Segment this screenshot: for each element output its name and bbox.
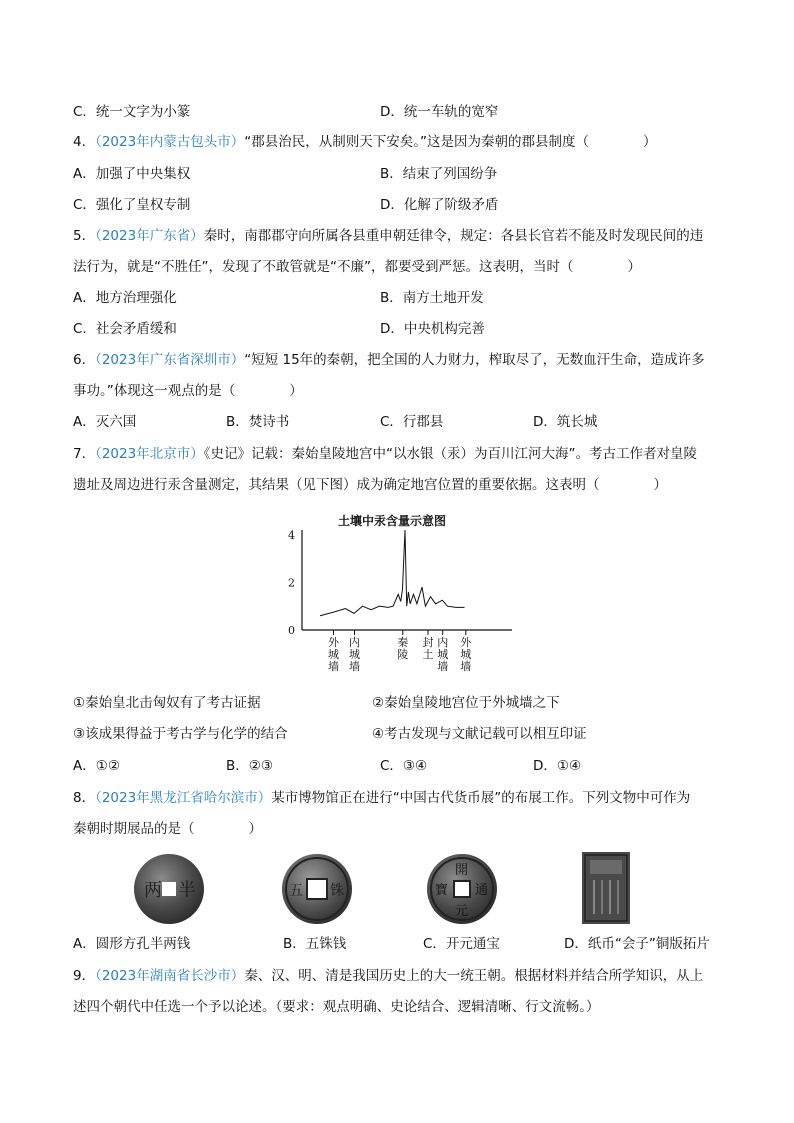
q7-number: 7． [73, 446, 96, 462]
chart-x-marker-label: 封 土 [422, 636, 434, 661]
q8-option-b: B．五铢钱 [283, 936, 347, 952]
coin-c-glyph-left: 寶 [435, 883, 449, 898]
q9-stem-line2: 述四个朝代中任选一个予以论述。（要求：观点明确、史论结合、逻辑清晰、行文流畅。） [73, 999, 600, 1015]
q8-text-1: 某市博物馆正在进行“中国古代货币展”的布展工作。下列文物中可作为 [271, 790, 691, 806]
q8-source: （2023年黑龙江省哈尔滨市） [95, 790, 272, 806]
q6-stem-line2: 事功。”体现这一观点的是（ ） [73, 383, 303, 399]
q5-stem-line2: 法行为，就是“不胜任”，发现了不敢管就是“不廉”，都要受到严惩。这表明，当时（ ） [73, 259, 641, 275]
coin-c-glyph-right: 通 [475, 883, 489, 898]
q5-option-d: D．中央机构完善 [380, 321, 485, 337]
q4-option-c: C．强化了皇权专制 [73, 197, 191, 213]
q7-statement-4: ④考古发现与文献记载可以相互印证 [372, 726, 587, 742]
q8-option-c: C．开元通宝 [423, 936, 500, 952]
chart-x-marker-label: 内 城 墙 [437, 636, 449, 673]
q7-stem-line1 [73, 444, 697, 464]
coin-b-glyph-2: 铢 [330, 883, 344, 899]
q9-source: （2023年湖南省长沙市） [95, 968, 245, 984]
q6-stem-line1 [73, 350, 705, 370]
q4-option-a: A．加强了中央集权 [73, 166, 191, 182]
q6-option-c: C．行郡县 [380, 414, 444, 430]
q8-option-d: D．纸币“会子”铜版拓片 [564, 936, 710, 952]
q7-option-c: C．③④ [380, 758, 428, 774]
q7-option-a: A．①② [73, 758, 120, 774]
coin-a-glyph-2: 半 [178, 880, 196, 901]
chart-x-marker-label: 外 城 墙 [328, 636, 339, 673]
q9-text-1: 秦、汉、明、清是我国历史上的大一统王朝。根据材料并结合所学知识，从上 [244, 968, 704, 984]
coin-b-glyph-1: 五 [289, 883, 303, 899]
q4-option-b: B．结束了列国纷争 [380, 166, 498, 182]
q7-statement-3: ③该成果得益于考古学与化学的结合 [73, 726, 288, 742]
q6-text-1: “短短 15年的秦朝，把全国的人力财力，榨取尽了，无数血汗生命，造成许多 [244, 352, 705, 368]
q4-stem [73, 132, 656, 152]
q7-text-1: 《史记》记载：秦始皇陵地宫中“以水银（汞）为百川江河大海”。考古工作者对皇陵 [203, 446, 697, 462]
chart-y-tick-label: 4 [288, 528, 295, 542]
q5-option-b: B．南方土地开发 [380, 290, 484, 306]
q4-text: “郡县治民，从制则天下安矣。”这是因为秦朝的郡县制度（ ） [244, 134, 657, 150]
coin-kaiyuan-image [425, 852, 499, 930]
q7-stem-line2: 遗址及周边进行汞含量测定，其结果（见下图）成为确定地宫位置的重要依据。这表明（ ） [73, 477, 667, 493]
q4-source: （2023年内蒙古包头市） [95, 134, 245, 150]
mercury-chart [270, 508, 520, 678]
coin-a-glyph-1: 两 [144, 880, 162, 901]
q8-number: 8． [73, 790, 96, 806]
q6-option-b: B．焚诗书 [226, 414, 290, 430]
q5-option-c: C．社会矛盾缓和 [73, 321, 177, 337]
q7-source: （2023年北京市） [95, 446, 204, 462]
q5-source: （2023年广东省） [95, 228, 204, 244]
chart-y-tick-label: 2 [288, 576, 295, 590]
coin-banliang-image [132, 852, 206, 930]
q5-stem-line1 [73, 226, 703, 246]
q8-stem-line1 [73, 788, 690, 808]
q5-option-a: A．地方治理强化 [73, 290, 177, 306]
chart-svg [270, 508, 520, 678]
chart-x-marker-label: 秦 陵 [397, 636, 409, 661]
chart-y-tick-label: 0 [288, 624, 295, 637]
q7-option-b: B．②③ [226, 758, 273, 774]
q5-text-1: 秦时，南郡郡守向所属各县重申朝廷律令，规定：各县长官若不能及时发现民间的违 [203, 228, 704, 244]
q6-option-d: D．筑长城 [533, 414, 598, 430]
chart-x-marker-label: 内 城 墙 [349, 636, 360, 673]
q6-option-a: A．灭六国 [73, 414, 137, 430]
coin-wuzhu-image [280, 852, 354, 930]
q6-number: 6． [73, 352, 96, 368]
q8-stem-line2: 秦朝时期展品的是（ ） [73, 821, 262, 837]
coin-c-glyph-bottom: 元 [455, 904, 469, 919]
q4-option-d: D．化解了阶级矛盾 [380, 197, 499, 213]
q3-option-d: D．统一车轨的宽窄 [380, 104, 499, 120]
q7-statement-2: ②秦始皇陵地宫位于外城墙之下 [372, 695, 560, 711]
q3-option-c: C．统一文字为小篆 [73, 104, 191, 120]
q8-option-a: A．圆形方孔半两钱 [73, 936, 191, 952]
q9-stem-line1 [73, 966, 703, 986]
q4-number: 4． [73, 134, 96, 150]
q6-source: （2023年广东省深圳市） [95, 352, 245, 368]
chart-series-line [320, 530, 465, 616]
chart-title: 土壤中汞含量示意图 [338, 514, 447, 528]
chart-x-marker-label: 外 城 墙 [460, 636, 472, 673]
q7-statement-1: ①秦始皇北击匈奴有了考古证据 [73, 695, 261, 711]
q5-number: 5． [73, 228, 96, 244]
q9-number: 9． [73, 968, 96, 984]
q7-option-d: D．①④ [533, 758, 582, 774]
jiaozi-rubbing-image [582, 852, 630, 928]
coin-c-glyph-top: 開 [455, 863, 469, 878]
